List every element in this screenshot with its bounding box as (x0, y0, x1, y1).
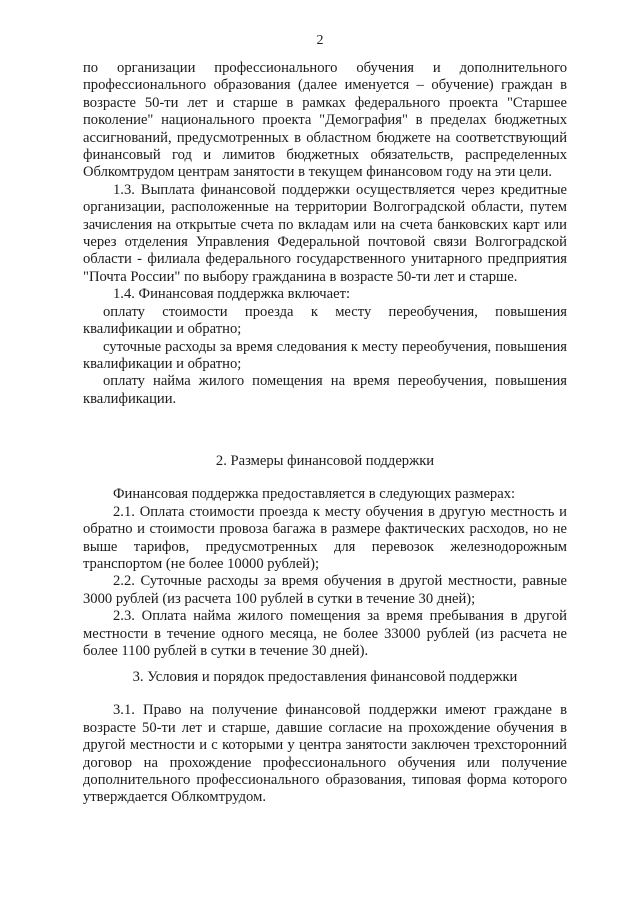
section-3-heading: 3. Условия и порядок предоставления финансовой поддержки (132, 669, 518, 685)
list-item-daily-expenses: суточные расходы за время следования к месту переобучения, повышения квалификации и обратно; (83, 338, 567, 372)
paragraph-2-3: 2.3. Оплата найма жилого помещения за время пребывания в другой местности в течение одного месяца, не более 33000 рублей (из расчета не более 1100 рублей в сутки в течение 30 дней). (83, 608, 567, 660)
section-1-continuation (83, 60, 567, 408)
section-2-heading: 2. Размеры финансовой поддержки (215, 453, 435, 469)
list-item-housing: оплату найма жилого помещения на время переобучения, повышения квалификации. (83, 373, 567, 407)
paragraph-continued: по организации профессионального обучения и дополнительного профессионального образования (далее именуется – обучение) граждан в возрасте 50-ти лет и старше в рамках федерального проекта "Старшее поколение" национального проекта "Демография" в пределах бюджетных ассигнований, предусмотренных в областном бюджете на соответствующий финансовый год и лимитов бюджетных обязательств, распределенных Облкомтрудом центрам занятости в текущем финансовом году на эти цели. (83, 60, 567, 181)
paragraph-2-2: 2.2. Суточные расходы за время обучения в другой местности, равные 3000 рублей (из расчета 100 рублей в сутки в течение 30 дней); (83, 573, 567, 607)
section-3 (83, 669, 567, 807)
paragraph-3-1: 3.1. Право на получение финансовой поддержки имеют граждане в возрасте 50-ти лет и старше, давшие согласие на прохождение обучения в другой местности и с которыми у центра занятости заключен трехсторонний договор на прохождение профессионального обучения или получение дополнительного профессионального образования, типовая форма которого утверждается Облкомтрудом. (83, 702, 567, 806)
section-2 (83, 453, 567, 660)
section-2-intro: Финансовая поддержка предоставляется в следующих размерах: (113, 486, 516, 503)
paragraph-2-1: 2.1. Оплата стоимости проезда к месту обучения в другую местность и обратно и стоимости провоза багажа в размере фактических расходов, но не выше тарифов, предусмотренных для перевозок железнодорожным транспортом (не более 10000 рублей); (83, 503, 567, 573)
paragraph-1-4: 1.4. Финансовая поддержка включает: (113, 286, 351, 303)
page-number: 2 (316, 33, 324, 48)
list-item-travel: оплату стоимости проезда к месту переобучения, повышения квалификации и обратно; (83, 303, 567, 338)
paragraph-1-3: 1.3. Выплата финансовой поддержки осуществляется через кредитные организации, расположенные на территории Волгоградской области, путем зачисления на открытые счета по вкладам или на счета банковских карт или через отделения Управления Федеральной почтовой связи Волгоградской области - филиала федерального государственного унитарного предприятия "Почта России" по выбору гражданина в возрасте 50-ти лет и старше. (83, 181, 567, 285)
